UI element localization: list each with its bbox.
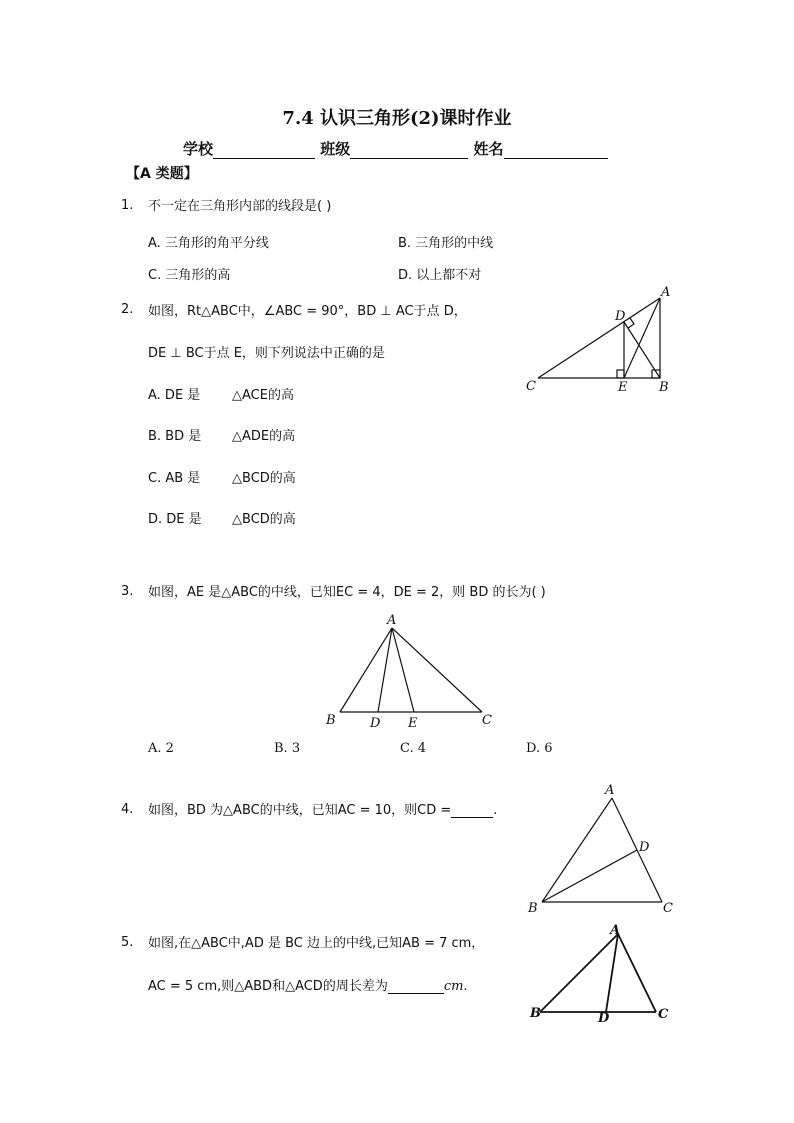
q2-option-d-tail: △BCD的高 bbox=[232, 512, 296, 527]
q5-text-line1: 如图,在△ABC中,AD 是 BC 边上的中线,已知AB = 7 cm， bbox=[148, 936, 485, 951]
category-heading: 【A 类题】 bbox=[126, 166, 198, 182]
page-title: 7.4 认识三角形(2)课时作业 bbox=[282, 108, 512, 129]
q3-figure bbox=[322, 608, 502, 732]
q2-label-a: A bbox=[661, 285, 671, 300]
q2-option-a: A. DE 是 bbox=[148, 388, 201, 403]
q1-option-a: A. 三角形的角平分线 bbox=[148, 236, 269, 251]
q4-text-end: . bbox=[493, 803, 498, 818]
q4-figure bbox=[522, 782, 682, 916]
q4-text bbox=[148, 799, 497, 818]
q3-option-d: D. 6 bbox=[526, 741, 553, 756]
q3-label-c: C bbox=[482, 713, 492, 728]
q5-label-c: C bbox=[658, 1007, 669, 1022]
q5-text-line2 bbox=[148, 975, 468, 994]
q2-option-c: C. AB 是 bbox=[148, 471, 201, 486]
q5-answer-blank[interactable] bbox=[388, 979, 444, 994]
q2-label-d: D bbox=[615, 309, 626, 324]
q5-unit: cm. bbox=[443, 979, 468, 994]
q1-option-c: C. 三角形的高 bbox=[148, 268, 231, 283]
q2-text-line2: DE ⊥ BC于点 E，则下列说法中正确的是 bbox=[148, 346, 385, 361]
q3-number: 3. bbox=[121, 584, 134, 599]
q1-text: 不一定在三角形内部的线段是( ) bbox=[148, 199, 332, 214]
q3-text: 如图，AE 是△ABC的中线，已知EC = 4，DE = 2，则 BD 的长为( ) bbox=[148, 585, 546, 600]
q2-number: 2. bbox=[121, 302, 134, 317]
q5-text-main: AC = 5 cm,则△ABD和△ACD的周长差为 bbox=[148, 979, 388, 994]
q3-option-c: C. 4 bbox=[400, 741, 427, 756]
q2-text-line1: 如图，Rt△ABC中，∠ABC = 90°，BD ⊥ AC于点 D， bbox=[148, 304, 467, 319]
q2-option-b-tail: △ADE的高 bbox=[232, 429, 296, 444]
q3-option-b: B. 3 bbox=[274, 741, 301, 756]
q3-option-a: A. 2 bbox=[148, 741, 174, 756]
q1-option-b: B. 三角形的中线 bbox=[398, 236, 494, 251]
q5-label-b: B bbox=[530, 1006, 541, 1021]
q5-label-d: D bbox=[598, 1011, 610, 1026]
q2-option-c-tail: △BCD的高 bbox=[232, 471, 296, 486]
q4-text-main: 如图，BD 为△ABC的中线，已知AC = 10，则CD = bbox=[148, 803, 452, 818]
q2-figure bbox=[520, 284, 680, 396]
class-blank[interactable] bbox=[350, 142, 468, 159]
q3-label-e: E bbox=[408, 716, 418, 731]
q5-number: 5. bbox=[121, 935, 134, 950]
q2-label-b: B bbox=[659, 380, 669, 395]
school-blank[interactable] bbox=[213, 142, 315, 159]
q4-label-d: D bbox=[639, 840, 650, 855]
q5-figure bbox=[526, 920, 676, 1026]
student-info bbox=[183, 138, 608, 159]
class-label: 班级 bbox=[320, 140, 351, 158]
q2-option-b: B. BD 是 bbox=[148, 429, 202, 444]
name-blank[interactable] bbox=[504, 142, 608, 159]
q2-option-d: D. DE 是 bbox=[148, 512, 202, 527]
q1-option-d: D. 以上都不对 bbox=[398, 268, 482, 283]
q2-label-c: C bbox=[526, 379, 536, 394]
q4-label-a: A bbox=[605, 783, 615, 798]
q3-label-a: A bbox=[387, 613, 397, 628]
q2-option-a-tail: △ACE的高 bbox=[232, 388, 294, 403]
school-label: 学校 bbox=[183, 140, 214, 158]
q1-number: 1. bbox=[121, 198, 134, 213]
q3-label-d: D bbox=[370, 716, 381, 731]
q5-label-a: A bbox=[610, 923, 621, 938]
q4-answer-blank[interactable] bbox=[451, 803, 493, 818]
q4-number: 4. bbox=[121, 802, 134, 817]
q4-label-c: C bbox=[663, 901, 673, 916]
name-label: 姓名 bbox=[473, 140, 504, 158]
q3-label-b: B bbox=[326, 713, 336, 728]
q4-label-b: B bbox=[528, 901, 538, 916]
q2-label-e: E bbox=[618, 380, 628, 395]
